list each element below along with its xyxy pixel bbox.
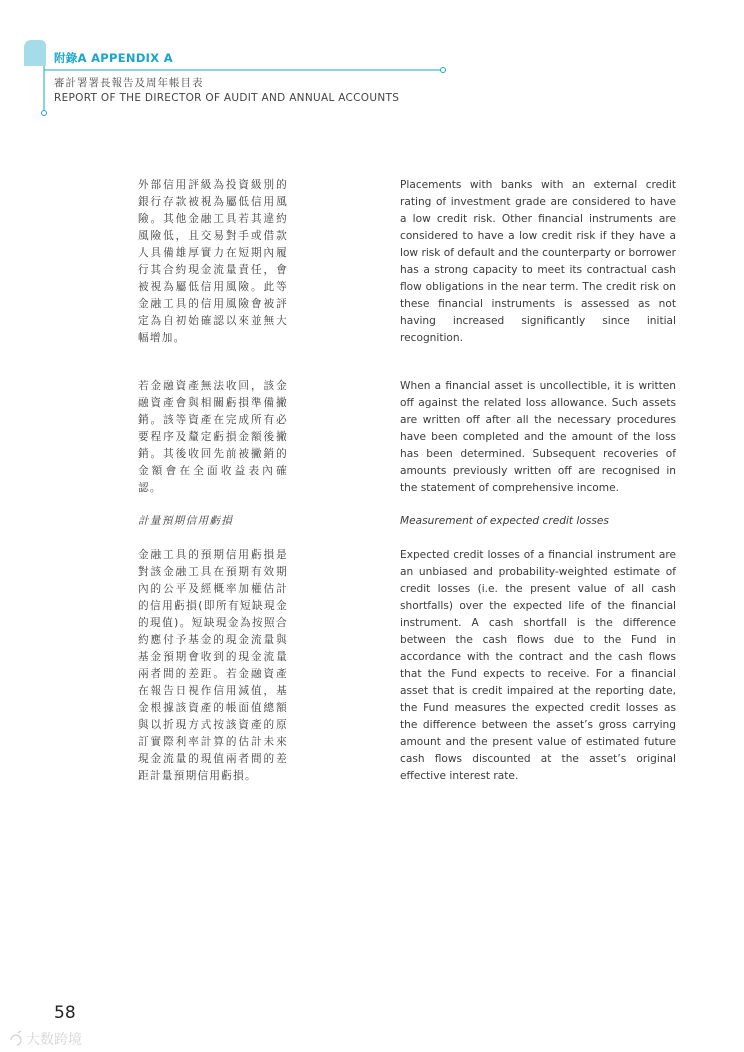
- zh-paragraph-expected-credit-losses: 金融工具的預期信用虧損是對該金融工具在預期有效期內的公平及經概率加權估計的信用虧損(即所有短缺現金的現值)。短缺現金為按照合約應付予基金的現金流量與基金預期會收到的現金流量兩者間的差距。若金融資產在報告日視作信用減值，基金根據該資產的帳面值總額與以折現方式按該資產的原訂實際利率計算的估計未來現金流量的現值兩者間的差距計量預期信用虧損。: [138, 549, 288, 782]
- header-rule-end-dot: [441, 68, 446, 73]
- vertical-rule-end-dot: [42, 111, 47, 116]
- report-title-zh: 審計署署長報告及周年帳目表: [54, 77, 204, 89]
- zh-paragraph-low-credit-risk: 外部信用評級為投資級別的銀行存款被視為屬低信用風險。其他金融工具若其違約風險低，且交易對手或借款人具備雄厚實力在短期內履行其合約現金流量責任，會被視為屬低信用風險。此等金融工具的信用風險會被評定為自初始確認以來並無大幅增加。: [138, 179, 288, 344]
- en-paragraph-expected-credit-losses: Expected credit losses of a financial instrument are an unbiased and probability-weighted estimate of credit losses (i.e. the present value of all cash shortfalls) over the expected life of the financial instrument. A cash shortfall is the difference between the cash flows due to the Fund in accordance with the contract and the cash flows that the Fund expects to receive. For a financial asset that is credit impaired at the reporting date, the Fund measures the expected credit losses as the difference between the asset’s gross carrying amount and the present value of estimated future cash flows discounted at the asset’s original effective interest rate.: [400, 549, 676, 782]
- report-title-en: REPORT OF THE DIRECTOR OF AUDIT AND ANNUAL ACCOUNTS: [54, 92, 400, 104]
- appendix-label: 附錄A APPENDIX A: [54, 51, 173, 65]
- corner-leaf-shape: [24, 40, 46, 66]
- zh-paragraph-write-off: 若金融資產無法收回，該金融資產會與相關虧損準備撇銷。該等資產在完成所有必要程序及釐定虧損金額後撇銷。其後收回先前被撇銷的金額會在全面收益表內確認。: [138, 380, 288, 494]
- zh-heading-measurement: 計量預期信用虧損: [138, 515, 234, 527]
- watermark-logo: [8, 1028, 108, 1050]
- en-paragraph-low-credit-risk: Placements with banks with an external credit rating of investment grade are considered to have a low credit risk. Other financial instruments are considered to have a low credit risk if they have a low risk of default and the counterparty or borrower has a strong capacity to meet its contractual cash flow obligations in the near term. The credit risk on these financial instruments is assessed as not having increased significantly since initial recognition.: [400, 179, 676, 344]
- watermark-text: 大数跨境: [26, 1032, 82, 1048]
- en-heading-measurement: Measurement of expected credit losses: [400, 515, 609, 527]
- en-paragraph-write-off: When a financial asset is uncollectible, it is written off against the related loss allowance. Such assets are written off after all the necessary procedures have been completed and the amount of the loss has been determined. Subsequent recoveries of amounts previously written off are recognised in the statement of comprehensive income.: [400, 380, 676, 494]
- page-number: 58: [54, 1003, 76, 1023]
